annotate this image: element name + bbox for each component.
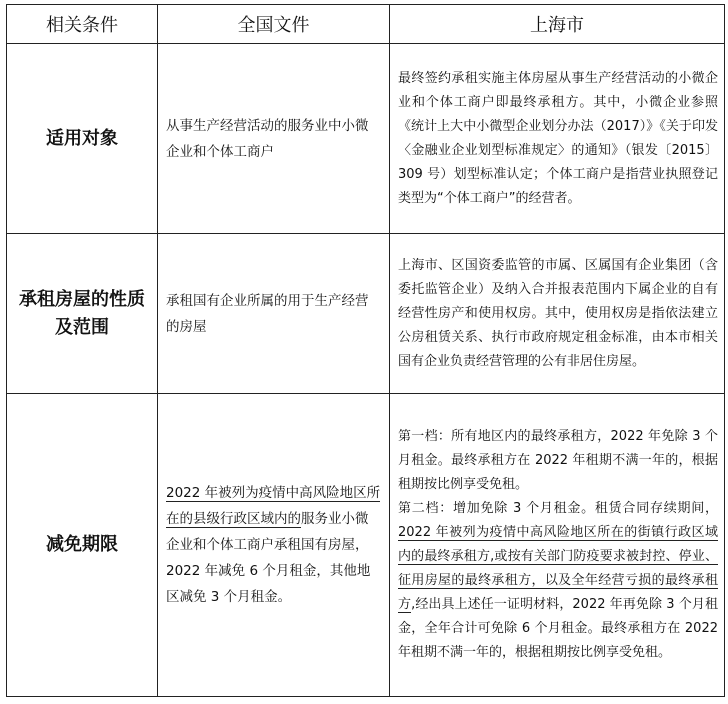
condition-cell: 承租房屋的性质及范围 <box>7 234 158 394</box>
condition-cell: 适用对象 <box>7 44 158 234</box>
comparison-table <box>6 4 725 697</box>
shanghai-cell <box>390 394 725 697</box>
header-conditions: 相关条件 <box>7 5 158 44</box>
national-text: 服务业小微企业和个体工商户承租国有房屋，2022 年减免 6 个月租金，其他地区减免 3 个月租金。 <box>166 511 371 605</box>
shanghai-text: 上海市、区国资委监管的市属、区属国有企业集团（含委托监管企业）及纳入合并报表范围内下属企业的自有经营性房产和使用权房。其中，使用权房是指依法建立公房租赁关系、执行市政府规定租金标准，由本市相关国有企业负责经营管理的公有非居住房屋。 <box>398 257 718 369</box>
condition-cell: 减免期限 <box>7 394 158 697</box>
national-cell: 承租国有企业所属的用于生产经营的房屋 <box>158 234 390 394</box>
table-row <box>7 234 725 394</box>
tier-2-text <box>398 497 718 665</box>
header-national: 全国文件 <box>158 5 390 44</box>
tier-2-underlined: 2022 年被列为疫情中高风险地区所在的街镇行政区域内的最终承租方,或按有关部门防疫要求被封控、停业、征用房屋的最终承租方，以及全年经营亏损的最终承租方 <box>398 525 718 612</box>
national-cell: 从事生产经营活动的服务业中小微企业和个体工商户 <box>158 44 390 234</box>
shanghai-cell <box>390 44 725 234</box>
header-shanghai: 上海市 <box>390 5 725 44</box>
tier-1-text: 第一档：所有地区内的最终承租方，2022 年免除 3 个月租金。最终承租方在 2022 年租期不满一年的，根据租期按比例享受免租。 <box>398 429 718 492</box>
tier-2-tail: ,经出具上述任一证明材料，2022 年再免除 3 个月租金，全年合计可免除 6 个月租金。最终承租方在 2022 年租期不满一年的，根据租期按比例享受免租。 <box>398 597 718 660</box>
national-underlined-text: 2022 年被列为疫情中高风险地区所在的县级行政区域内的 <box>166 485 381 527</box>
table-row <box>7 394 725 697</box>
shanghai-text: 最终签约承租实施主体房屋从事生产经营活动的小微企业和个体工商户即最终承租方。其中，小微企业参照《统计上大中小微型企业划分办法（2017）》《关于印发〈金融业企业划型标准规定〉的通知》（银发〔2015〕309 号）划型标准认定；个体工商户是指营业执照登记类型为“个体工商户”的经营者。 <box>398 70 718 206</box>
table-row <box>7 44 725 234</box>
header-row <box>7 5 725 44</box>
tier-2-lead: 第二档：增加免除 3 个月租金。租赁合同存续期间， <box>398 501 718 516</box>
national-cell <box>158 394 390 697</box>
shanghai-cell <box>390 234 725 394</box>
